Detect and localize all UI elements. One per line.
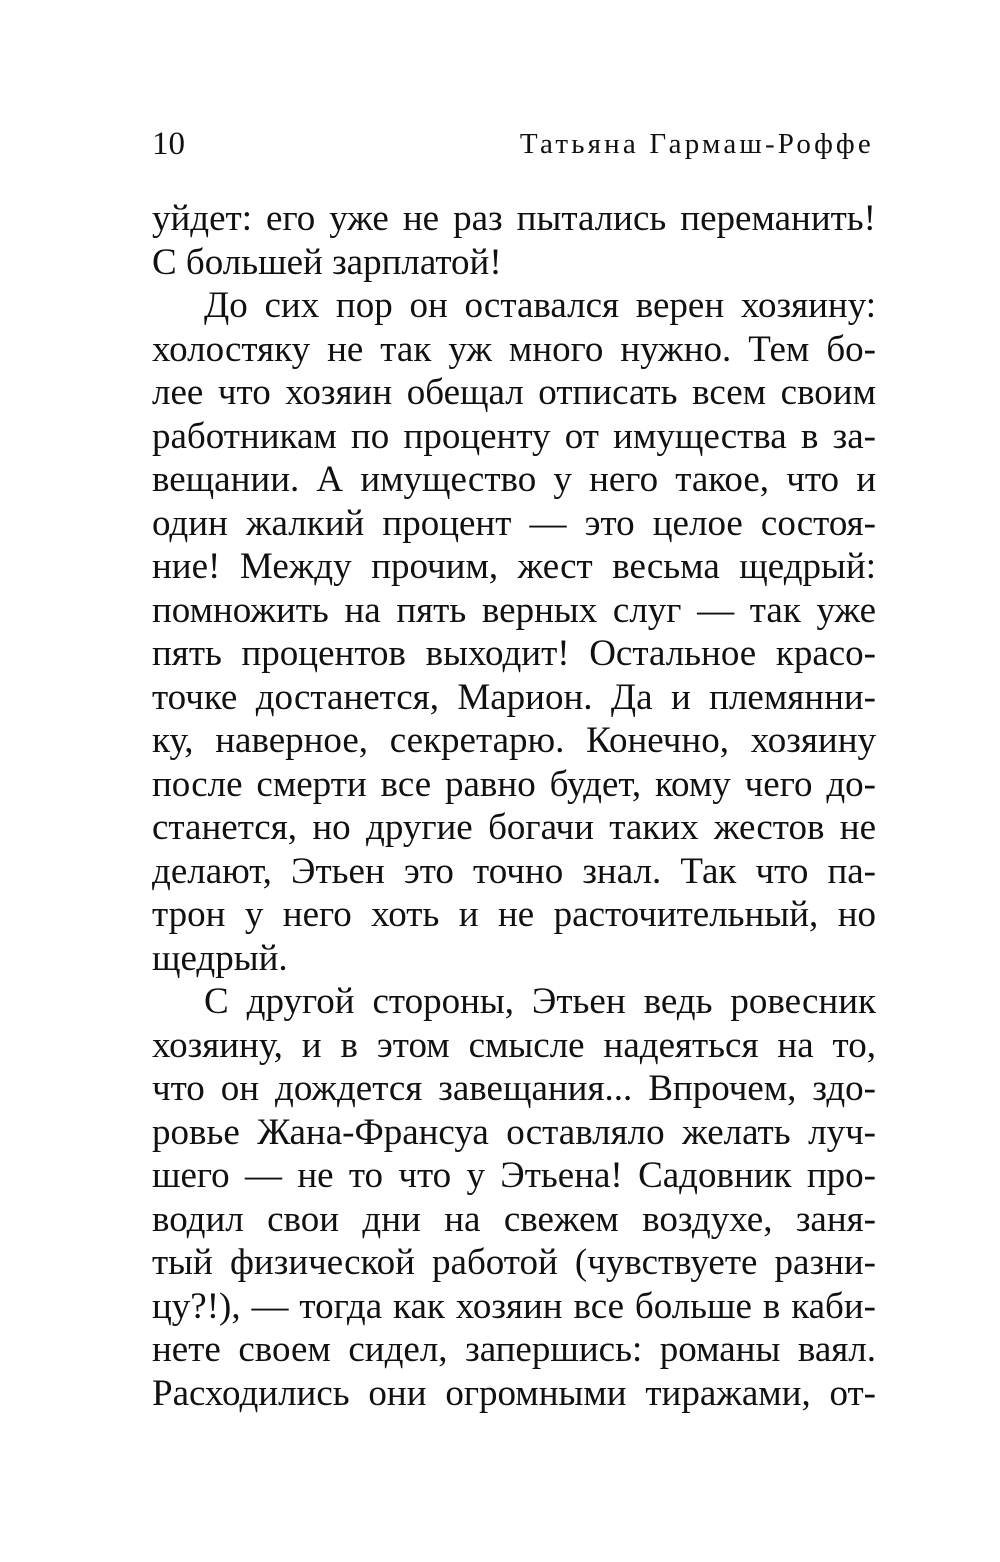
running-head: Татьяна Гармаш-Роффе [519,128,874,160]
text-line: водил свои дни на свежем воздухе, заня- [152,1198,876,1240]
text-line: цу?!), — тогда как хозяин все больше в каби- [152,1285,876,1327]
text-line: холостяку не так уж много нужно. Тем бо- [152,328,876,370]
body-text [152,197,876,1415]
text-line: До сих пор он оставался верен хозяину: [204,285,876,326]
text-line: шего — не то что у Этьена! Садовник про- [152,1155,876,1196]
text-line: делают, Этьен это точно знал. Так что па- [152,850,876,892]
text-line: вещании. А имущество у него такое, что и [152,459,876,500]
text-line: работникам по проценту от имущества в за- [152,415,876,457]
text-line: С большей зарплатой! [152,241,502,283]
text-line: что он дождется завещания... Впрочем, здо- [152,1068,876,1109]
text-line: точке достанется, Марион. Да и племянни- [152,676,876,718]
text-line: ние! Между прочим, жест весьма щедрый: [152,546,876,587]
text-line: хозяину, и в этом смысле надеяться на то, [152,1024,876,1066]
text-line: пять процентов выходит! Остальное красо- [152,633,876,674]
text-line: после смерти все равно будет, кому чего до- [152,763,876,805]
text-line: лее что хозяин обещал отписать всем своим [152,372,876,413]
text-line: помножить на пять верных слуг — так уже [152,589,876,631]
text-line: станется, но другие богачи таких жестов не [152,807,876,848]
text-line: трон у него хоть и не расточительный, но [152,894,876,935]
text-line: ровье Жана-Франсуа оставляло желать луч- [152,1111,876,1153]
text-line: щедрый. [152,937,288,979]
text-line: тый физической работой (чувствуете разни- [152,1242,876,1283]
page-number: 10 [152,126,185,162]
text-line: С другой стороны, Этьен ведь ровесник [204,981,876,1022]
text-line: нете своем сидел, запершись: романы ваял. [152,1329,876,1370]
text-line: Расходились они огромными тиражами, от- [152,1372,876,1414]
text-line: один жалкий процент — это целое состоя- [152,502,876,544]
text-line: ку, наверное, секретарю. Конечно, хозяину [152,720,876,761]
text-line: уйдет: его уже не раз пытались переманить! [152,198,876,239]
